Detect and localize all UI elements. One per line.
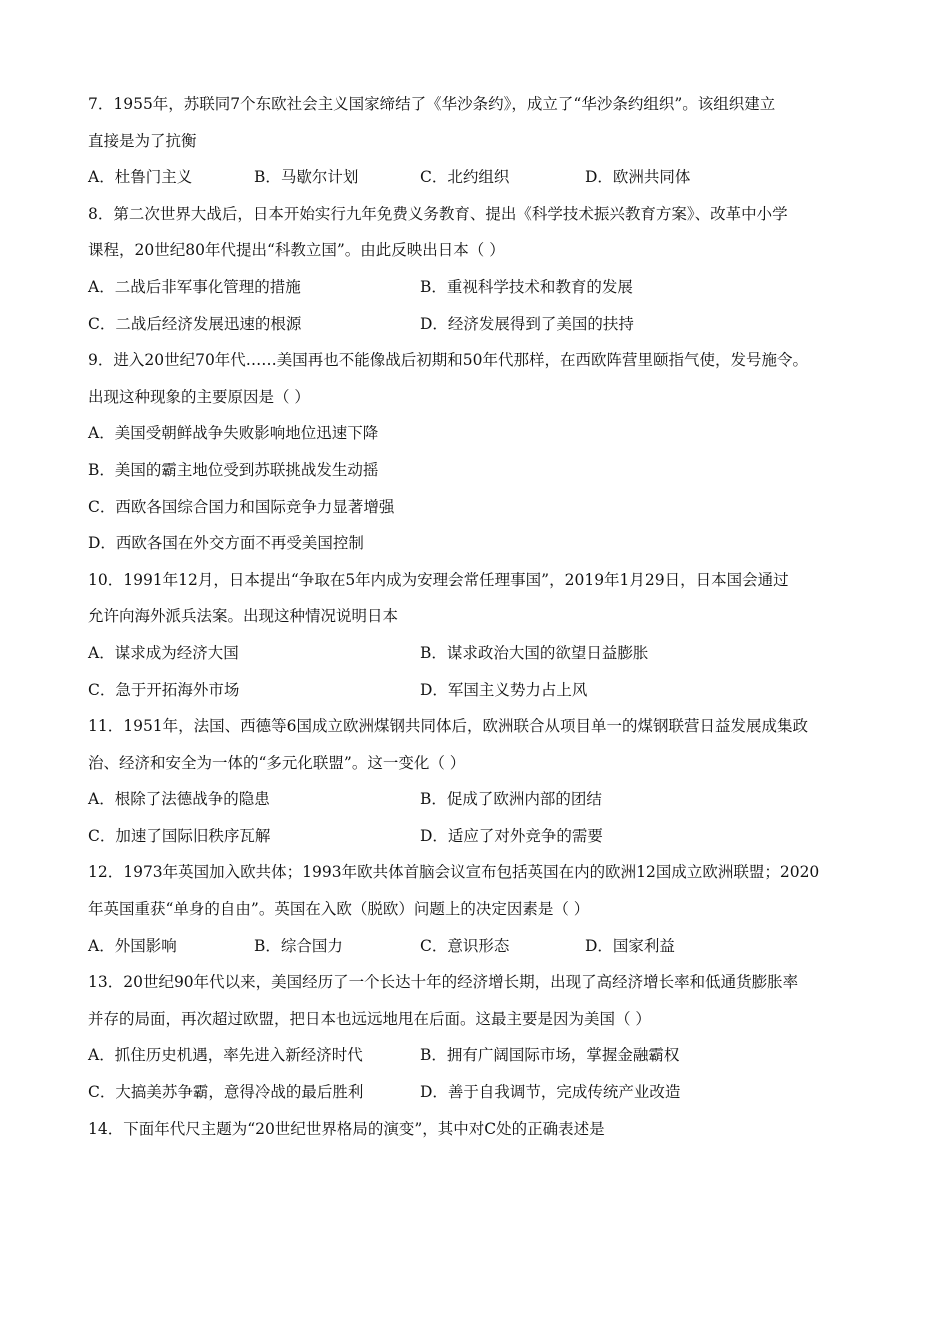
option-b: B．综合国力	[254, 936, 343, 955]
options-row	[88, 159, 868, 196]
option-a: A．二战后非军事化管理的措施	[88, 277, 301, 296]
option-a: A．杜鲁门主义	[88, 168, 193, 187]
question-stem-line: 7．1955年，苏联同7个东欧社会主义国家缔结了《华沙条约》，成立了“华沙条约组织”。该组织建立	[88, 95, 776, 113]
option-b: B．谋求政治大国的欲望日益膨胀	[420, 643, 649, 662]
option-c: C．急于开拓海外市场	[88, 680, 240, 699]
question-stem-line: 出现这种现象的主要原因是（ ）	[88, 387, 310, 406]
option-b: B．重视科学技术和教育的发展	[420, 277, 633, 296]
question-stem-line: 治、经济和安全为一体的“多元化联盟”。这一变化（ ）	[88, 753, 466, 772]
options-row	[88, 818, 868, 855]
options-row	[88, 306, 868, 343]
option-a: A．美国受朝鲜战争失败影响地位迅速下降	[88, 424, 379, 443]
option-c: C．二战后经济发展迅速的根源	[88, 314, 302, 333]
question-stem-line: 12．1973年英国加入欧共体；1993年欧共体首脑会议宣布包括英国在内的欧洲12国成立欧洲联盟；2020	[88, 863, 820, 882]
options-row	[88, 1037, 868, 1074]
question-11	[88, 708, 868, 854]
option-d: D．军国主义势力占上风	[420, 680, 588, 699]
option-c: C．加速了国际旧秩序瓦解	[88, 826, 271, 845]
options-row	[88, 1074, 868, 1111]
option-d: D．欧洲共同体	[585, 168, 691, 187]
question-stem-line: 并存的局面，再次超过欧盟，把日本也远远地甩在后面。这最主要是因为美国（ ）	[88, 1009, 651, 1028]
option-a: A．谋求成为经济大国	[88, 643, 239, 662]
question-12	[88, 854, 868, 964]
question-10	[88, 562, 868, 708]
option-c: C．意识形态	[420, 936, 510, 955]
option-b: B．促成了欧洲内部的团结	[420, 790, 602, 809]
option-c: C．大搞美苏争霸，意得冷战的最后胜利	[88, 1083, 364, 1102]
option-a: A．根除了法德战争的隐患	[88, 790, 270, 809]
options-row	[88, 928, 868, 965]
option-c: C．北约组织	[420, 168, 510, 187]
options-row	[88, 635, 868, 672]
question-stem-line: 8．第二次世界大战后，日本开始实行九年免费义务教育、提出《科学技术振兴教育方案》、改革中小学	[88, 204, 788, 223]
question-14	[88, 1111, 868, 1148]
option-b: B．拥有广阔国际市场，掌握金融霸权	[420, 1046, 680, 1065]
option-d: D．善于自我调节，完成传统产业改造	[420, 1083, 681, 1102]
option-d: D．国家利益	[585, 936, 675, 955]
question-stem-line: 10．1991年12月，日本提出“争取在5年内成为安理会常任理事国”，2019年1月29日，日本国会通过	[88, 570, 789, 589]
options-row	[88, 269, 868, 306]
question-13	[88, 964, 868, 1110]
question-stem-line: 年英国重获“单身的自由”。英国在入欧（脱欧）问题上的决定因素是（ ）	[88, 900, 590, 919]
question-stem-line: 13．20世纪90年代以来，美国经历了一个长达十年的经济增长期，出现了高经济增长率和低通货膨胀率	[88, 973, 799, 992]
question-stem-line: 11．1951年，法国、西德等6国成立欧洲煤钢共同体后，欧洲联合从项目单一的煤钢联营日益发展成集政	[88, 717, 809, 736]
option-a: A．抓住历史机遇，率先进入新经济时代	[88, 1046, 363, 1065]
option-d: D．经济发展得到了美国的扶持	[420, 314, 634, 333]
question-stem-line: 课程，20世纪80年代提出“科教立国”。由此反映出日本（ ）	[88, 241, 505, 260]
options-row	[88, 781, 868, 818]
question-9	[88, 342, 868, 562]
option-c: C．西欧各国综合国力和国际竞争力显著增强	[88, 497, 395, 516]
options-row	[88, 672, 868, 709]
option-d: D．西欧各国在外交方面不再受美国控制	[88, 534, 364, 553]
option-a: A．外国影响	[88, 936, 177, 955]
option-d: D．适应了对外竞争的需要	[420, 826, 603, 845]
question-stem-line: 14．下面年代尺主题为“20世纪世界格局的演变”，其中对C处的正确表述是	[88, 1119, 605, 1138]
option-b: B．美国的霸主地位受到苏联挑战发生动摇	[88, 460, 379, 479]
question-7	[88, 86, 868, 196]
question-stem-line: 允许向海外派兵法案。出现这种情况说明日本	[88, 607, 399, 626]
question-8	[88, 196, 868, 342]
question-stem-line: 直接是为了抗衡	[88, 131, 197, 150]
question-sheet	[88, 86, 868, 1147]
option-b: B．马歇尔计划	[254, 168, 359, 187]
question-stem-line: 9．进入20世纪70年代……美国再也不能像战后初期和50年代那样，在西欧阵营里颐指气使，发号施令。	[88, 351, 809, 370]
